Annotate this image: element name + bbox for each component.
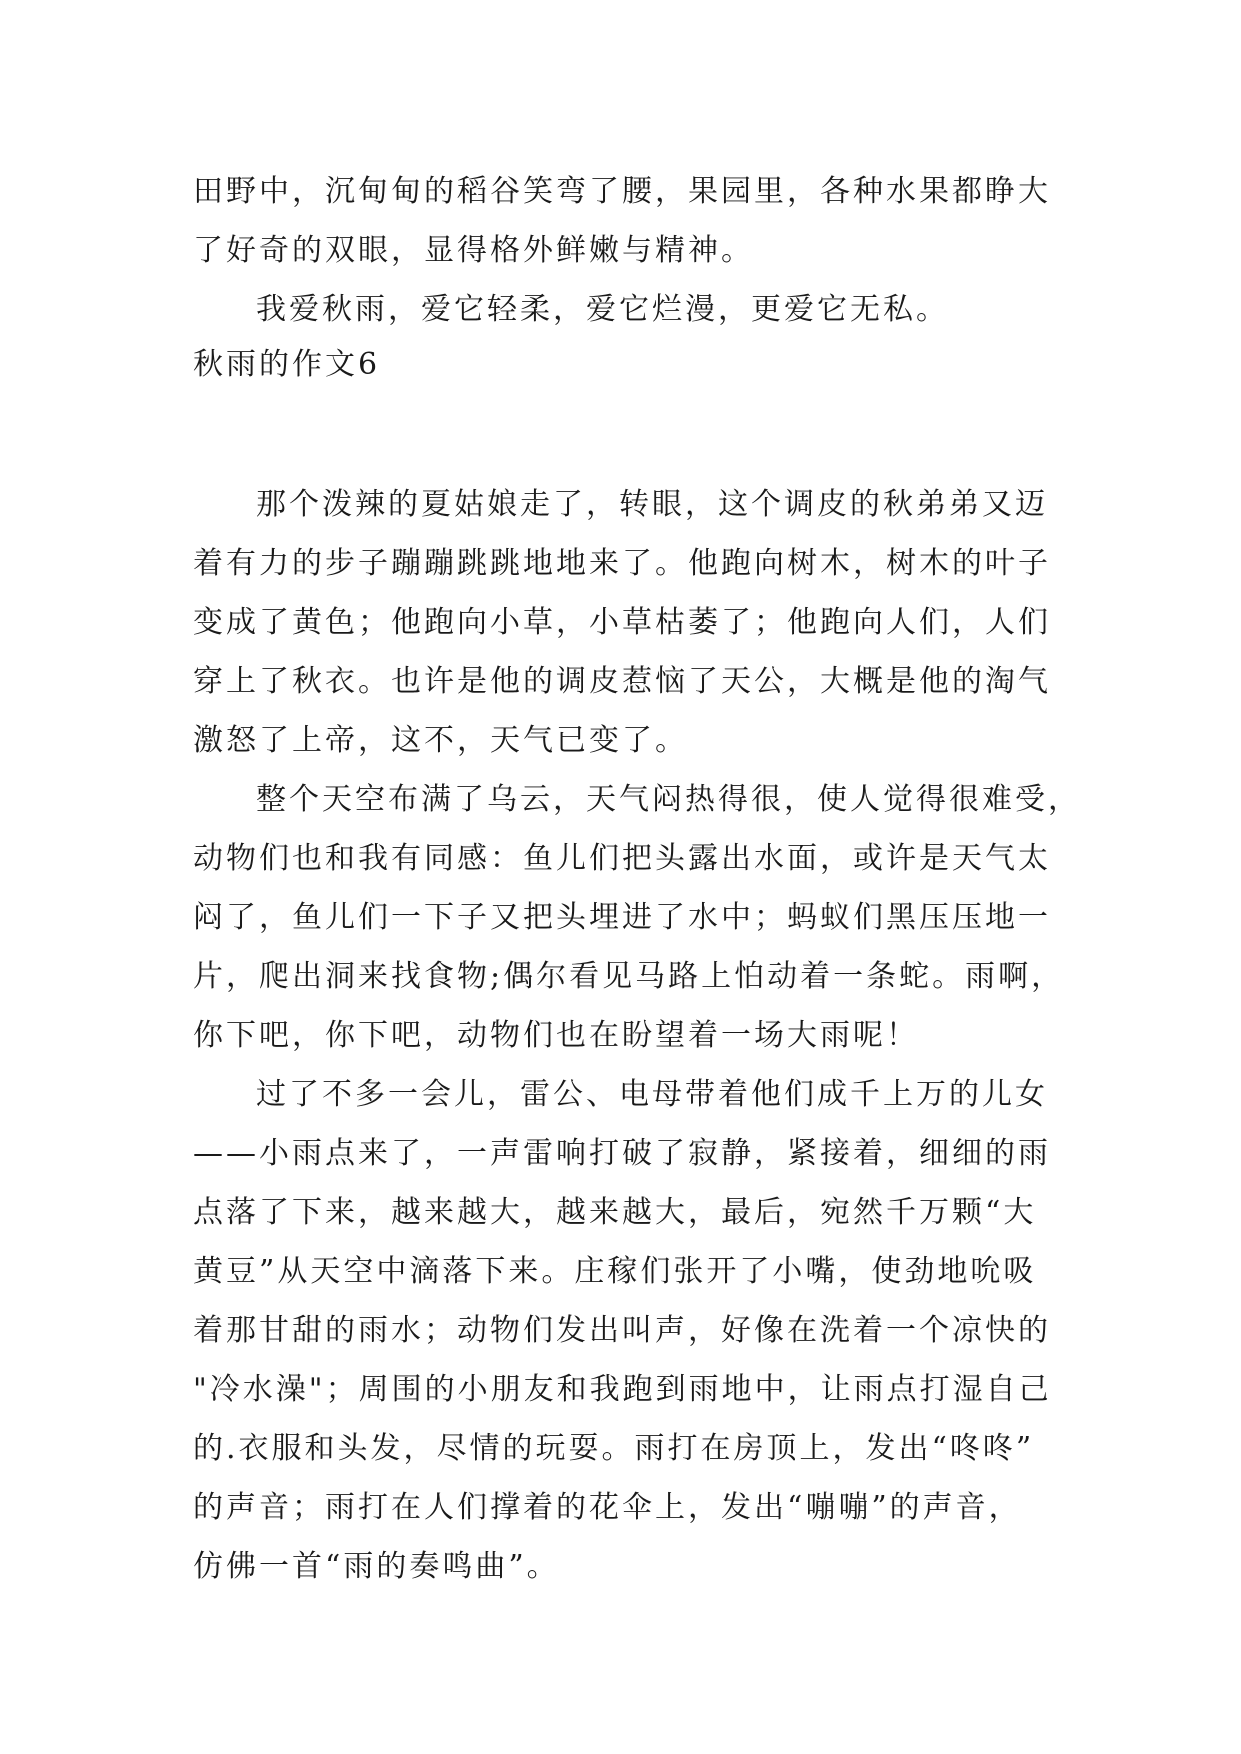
text-line: 整个天空布满了乌云，天气闷热得很，使人觉得很难受， <box>256 782 1081 817</box>
section-title: 秋雨的作文6 <box>193 347 381 382</box>
text-line: 那个泼辣的夏姑娘走了，转眼，这个调皮的秋弟弟又迈 <box>256 487 1048 522</box>
paragraph-1 <box>193 475 1053 770</box>
text-line: 黄豆”从天空中滴落下来。庄稼们张开了小嘴，使劲地吮吸 <box>193 1254 1037 1289</box>
text-line: 过了不多一会儿，雷公、电母带着他们成千上万的儿女 <box>256 1077 1048 1112</box>
text-line: 动物们也和我有同感：鱼儿们把头露出水面，或许是天气太 <box>193 841 1051 876</box>
text-line: 片，爬出洞来找食物;偶尔看见马路上怕动着一条蛇。雨啊， <box>193 959 1065 994</box>
text-line: 的声音；雨打在人们撑着的花伞上，发出“嘣嘣”的声音， <box>193 1490 1022 1525</box>
text-line: 的.衣服和头发，尽情的玩耍。雨打在房顶上，发出“咚咚” <box>193 1431 1035 1466</box>
paragraph-2 <box>193 770 1081 1065</box>
text-line: 激怒了上帝，这不，天气已变了。 <box>193 723 688 758</box>
text-line: 着那甘甜的雨水；动物们发出叫声，好像在洗着一个凉快的 <box>193 1313 1051 1348</box>
text-line: 变成了黄色；他跑向小草，小草枯萎了；他跑向人们，人们 <box>193 605 1051 640</box>
text-line: 田野中，沉甸甸的稻谷笑弯了腰，果园里，各种水果都睁大 <box>193 174 1051 209</box>
paragraph-3 <box>193 1065 1053 1596</box>
text-line: 穿上了秋衣。也许是他的调皮惹恼了天公，大概是他的淘气 <box>193 664 1051 699</box>
text-line: 了好奇的双眼，显得格外鲜嫩与精神。 <box>193 233 754 268</box>
text-line: 仿佛一首“雨的奏鸣曲”。 <box>193 1549 560 1584</box>
text-line: ——小雨点来了，一声雷响打破了寂静，紧接着，细细的雨 <box>193 1136 1051 1171</box>
text-line: 闷了，鱼儿们一下子又把头埋进了水中；蚂蚁们黑压压地一 <box>193 900 1051 935</box>
text-line: "冷水澡"；周围的小朋友和我跑到雨地中，让雨点打湿自己 <box>193 1372 1052 1407</box>
text-line: 着有力的步子蹦蹦跳跳地地来了。他跑向树木，树木的叶子 <box>193 546 1051 581</box>
text-line: 点落了下来，越来越大，越来越大，最后，宛然千万颗“大 <box>193 1195 1037 1230</box>
text-line: 你下吧，你下吧，动物们也在盼望着一场大雨呢！ <box>193 1018 919 1053</box>
document-page <box>193 162 1081 1596</box>
closing-sentence: 我爱秋雨，爱它轻柔，爱它烂漫，更爱它无私。 <box>256 292 949 327</box>
